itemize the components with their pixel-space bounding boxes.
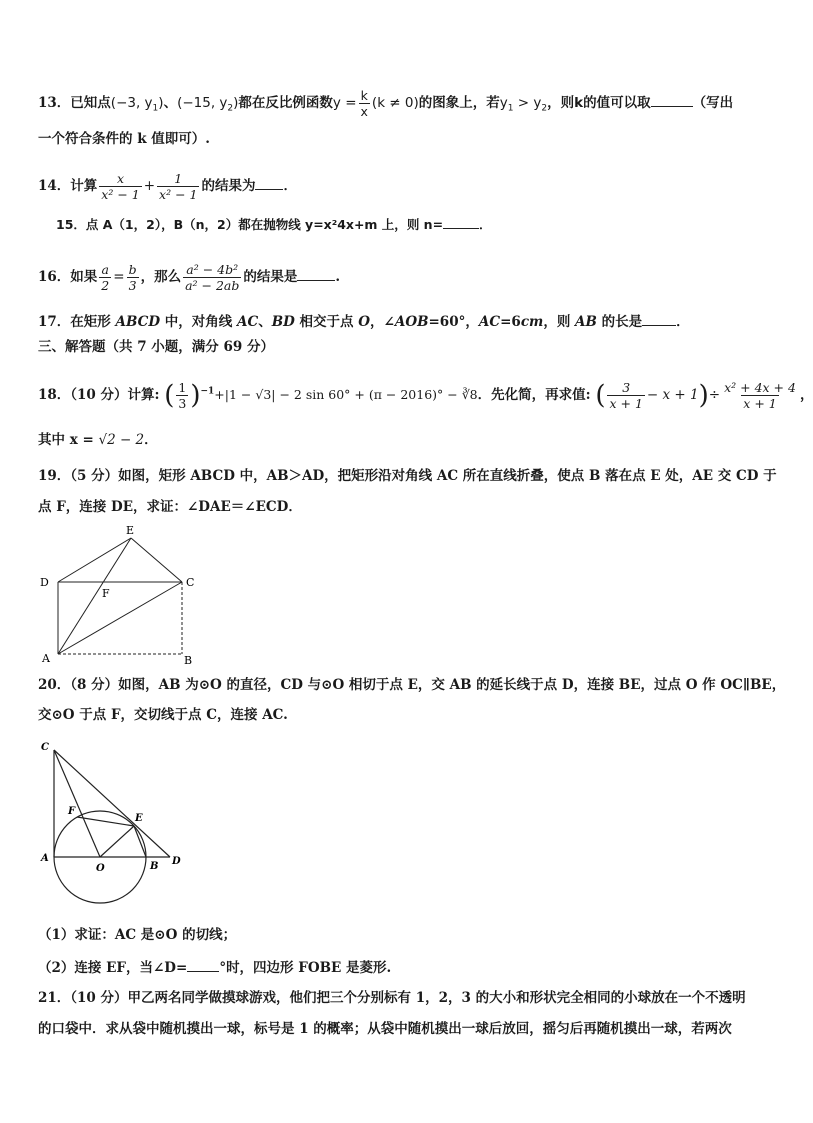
q13-frac-den: x — [360, 104, 368, 119]
q18-paren-close: ) — [190, 380, 201, 411]
q15-answer-blank[interactable] — [443, 214, 479, 229]
q14-fraction-1 — [99, 171, 141, 202]
q16-fraction-2 — [127, 262, 139, 293]
q14-f1-num: x — [116, 171, 125, 186]
q13-sub: 1 — [507, 103, 514, 114]
q18-x-value: √2 − 2 — [98, 432, 145, 448]
q16-text: 如果 — [70, 269, 98, 285]
label-c: C — [41, 742, 49, 753]
question-19-line-1: 19．（5 分）如图，矩形 ABCD 中，AB＞AD，把矩形沿对角线 AC 所在直线折叠，使点 B 落在点 E 处，AE 交 CD 于 — [38, 468, 777, 484]
q20-answer-blank[interactable] — [187, 957, 219, 972]
label-e: E — [126, 524, 135, 537]
segment-cd — [54, 750, 170, 857]
label-a: A — [41, 853, 49, 864]
q13-sub: 1 — [152, 103, 159, 114]
segment-eb — [134, 826, 146, 857]
label-c: C — [186, 576, 195, 589]
q16-f2-den: 3 — [128, 278, 137, 293]
q18-fa-num: 3 — [622, 380, 631, 395]
q17-var: ABCD — [115, 314, 161, 330]
q17-text: =60°， — [428, 314, 479, 330]
q16-text: 的结果是 — [243, 269, 298, 285]
label-d: D — [172, 856, 181, 867]
q13-text: 的图象上，若 — [418, 95, 500, 111]
q13-text: 已知点 — [70, 95, 111, 111]
q16-f3-num: a² − 4b² — [186, 262, 239, 277]
q16-eq: = — [113, 269, 125, 285]
q13-number: 13． — [38, 95, 71, 111]
q18-number: 18．（10 分）计算: — [38, 387, 160, 403]
q16-answer-blank[interactable] — [297, 266, 335, 281]
question-18-line-1 — [38, 380, 813, 411]
q18-end: ． — [144, 432, 158, 448]
q18-text: ．先化简，再求值: — [477, 387, 591, 403]
q13-ineq: > y — [513, 95, 542, 111]
q16-f3-den: a² − 2ab — [185, 278, 240, 293]
q16-end: . — [335, 269, 341, 285]
label-o: O — [96, 863, 105, 874]
question-20-line-1: 20．（8 分）如图，AB 为⊙O 的直径，CD 与⊙O 相切于点 E，交 AB 的延长线于点 D，连接 BE，过点 O 作 OC∥BE， — [38, 677, 786, 693]
q14-text: 的结果为 — [201, 178, 256, 194]
q14-f1-den: x² − 1 — [101, 187, 140, 202]
q18-fb-num: x² + 4x + 4 — [724, 380, 796, 395]
q18-paren-open-2: ( — [595, 380, 606, 411]
q17-var: AB — [575, 314, 597, 330]
q18-frac-den: 3 — [178, 396, 187, 411]
q13-condition: (k ≠ 0) — [371, 95, 419, 111]
q16-fraction-3 — [183, 262, 241, 293]
q18-exponent: −1 — [200, 386, 215, 397]
q20-sub2-text: °时，四边形 FOBE 是菱形. — [219, 960, 392, 976]
q14-number: 14． — [38, 178, 71, 194]
question-18-line-2 — [38, 430, 158, 450]
q17-text: 17．在矩形 — [38, 314, 116, 330]
q17-var: AC — [478, 314, 501, 330]
q17-text: 中，对角线 — [160, 314, 237, 330]
q14-text: 计算 — [70, 178, 98, 194]
q14-fraction-2 — [157, 171, 199, 202]
question-15 — [56, 214, 492, 235]
segment-ac — [58, 582, 182, 654]
label-e: E — [135, 813, 143, 824]
q13-text: 都在反比例函数 — [238, 95, 333, 111]
question-20-line-2: 交⊙O 于点 F，交切线于点 C，连接 AC. — [38, 707, 288, 723]
label-b: B — [150, 861, 159, 872]
q14-end: ． — [283, 178, 297, 194]
q18-fa-den: x + 1 — [609, 396, 643, 411]
q13-answer-blank[interactable] — [651, 92, 693, 107]
q16-f2-num: b — [128, 262, 137, 277]
q19-rectangle-fold-diagram — [34, 520, 204, 666]
question-13-line-1 — [38, 88, 733, 119]
q18-fraction-b — [722, 380, 798, 411]
q20-circle-tangent-diagram — [34, 740, 194, 912]
q17-text: =6 — [500, 314, 521, 330]
q18-paren-open: ( — [164, 380, 175, 411]
q14-plus: + — [143, 178, 156, 194]
q13-function: y = — [332, 95, 357, 111]
q18-comma: ， — [799, 387, 813, 403]
label-f: F — [68, 806, 76, 817]
q13-text: （写出 — [692, 95, 734, 111]
q20-sub2-text: （2）连接 EF，当∠D= — [38, 960, 188, 976]
q13-ineq: y — [499, 95, 508, 111]
q17-var: AC — [237, 314, 259, 330]
q17-answer-blank[interactable] — [642, 311, 676, 326]
q15-text: 15．点 A（1，2），B（n，2）都在抛物线 y=x²4x+m 上，则 n= — [56, 217, 444, 232]
q13-text: ，则 — [547, 95, 575, 111]
q17-text: 、 — [258, 314, 272, 330]
q13-paren: ) — [233, 95, 239, 111]
q17-var: cm — [520, 314, 544, 330]
q18-div: ÷ — [708, 387, 721, 403]
q13-fraction — [359, 88, 370, 119]
q16-text: ，那么 — [140, 269, 182, 285]
q17-var: ∠AOB — [383, 314, 429, 330]
q18-fraction-a — [607, 380, 644, 411]
q13-k: k — [574, 95, 584, 111]
q14-answer-blank[interactable] — [255, 175, 283, 190]
q13-frac-num: k — [360, 88, 368, 103]
q13-sub: 2 — [541, 103, 548, 114]
segment-ec — [131, 538, 182, 582]
q18-fb-den: x + 1 — [743, 396, 777, 411]
q18-text: 其中 x = — [38, 432, 99, 448]
question-16 — [38, 262, 340, 293]
q18-fraction-third — [176, 380, 188, 411]
q17-text: 的长是 — [596, 314, 643, 330]
question-20-sub-2 — [38, 957, 391, 978]
q13-point-1: (−3, y — [110, 95, 153, 111]
q17-text: 相交于点 — [294, 314, 359, 330]
q14-f2-den: x² − 1 — [159, 187, 198, 202]
q17-text: ， — [370, 314, 384, 330]
question-21-line-1: 21．（10 分）甲乙两名同学做摸球游戏，他们把三个分别标有 1，2，3 的大小和形状完全相同的小球放在一个不透明 — [38, 990, 746, 1006]
q17-end: ． — [676, 314, 690, 330]
segment-ea — [58, 538, 131, 654]
question-20-sub-1: （1）求证：AC 是⊙O 的切线； — [38, 927, 237, 943]
q15-end: ． — [479, 217, 492, 232]
segment-ed — [58, 538, 131, 582]
q17-var: BD — [271, 314, 295, 330]
label-b: B — [184, 654, 193, 667]
q14-f2-num: 1 — [174, 171, 183, 186]
q16-fraction-1 — [99, 262, 111, 293]
q18-mid: − x + 1 — [646, 387, 699, 403]
question-21-line-2: 的口袋中．求从袋中随机摸出一球，标号是 1 的概率；从袋中随机摸出一球后放回，摇匀后再随机摸出一球，若两次 — [38, 1021, 732, 1037]
section-3-header: 三、解答题（共 7 小题，满分 69 分） — [38, 339, 274, 355]
q13-text: 、 — [163, 95, 178, 111]
q13-point-2: (−15, y — [177, 95, 228, 111]
segment-oe — [100, 826, 134, 857]
q13-sub: 2 — [227, 103, 234, 114]
q16-f1-num: a — [101, 262, 109, 277]
q13-text: 的值可以取 — [583, 95, 651, 111]
label-f: F — [102, 587, 110, 600]
question-14 — [38, 171, 297, 202]
q17-var: O — [358, 314, 371, 330]
segment-co — [54, 750, 100, 857]
q16-number: 16． — [38, 269, 71, 285]
question-13-line-2: 一个符合条件的 k 值即可）. — [38, 131, 210, 147]
question-17 — [38, 311, 690, 332]
q13-paren: ) — [158, 95, 164, 111]
q18-expression: +|1 − √3| − 2 sin 60° + (π − 2016)° − ∛8 — [214, 387, 478, 402]
q17-text: ，则 — [543, 314, 576, 330]
question-19-line-2: 点 F，连接 DE，求证：∠DAE＝∠ECD． — [38, 499, 302, 515]
label-d: D — [40, 576, 49, 589]
label-a: A — [42, 652, 50, 665]
q18-frac-num: 1 — [178, 380, 187, 395]
q16-f1-den: 2 — [101, 278, 110, 293]
q18-paren-close-2: ) — [698, 380, 709, 411]
